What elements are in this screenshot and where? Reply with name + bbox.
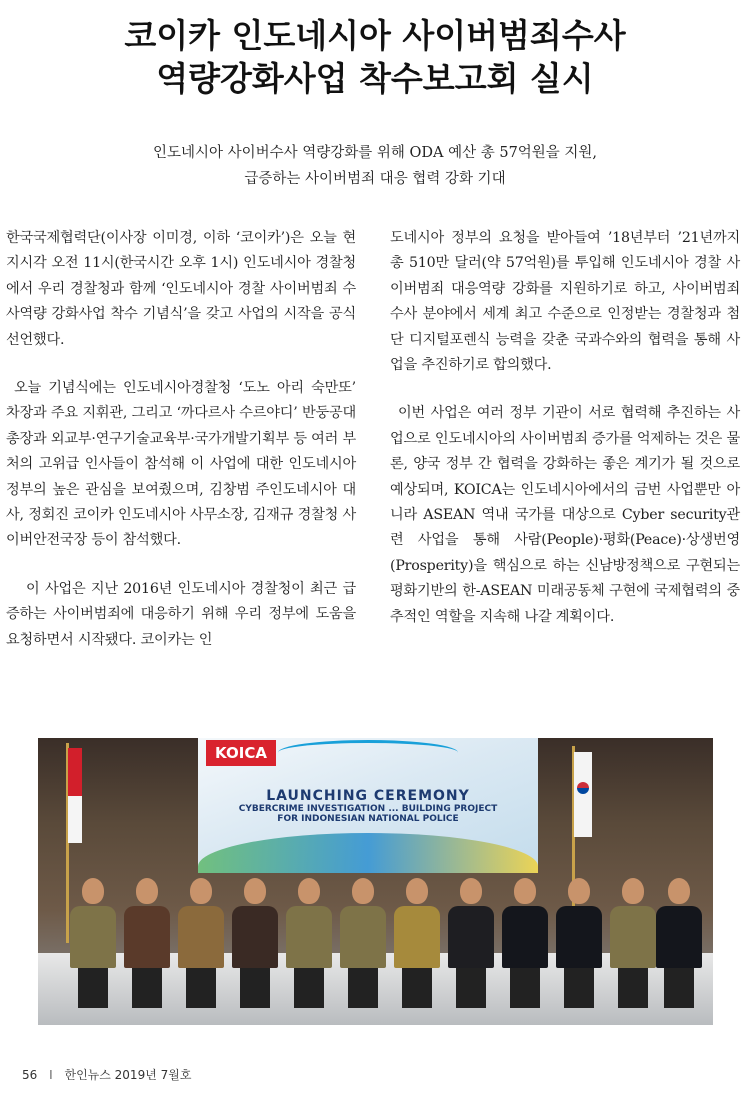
- article-title-line-1: 코이카 인도네시아 사이버범죄수사: [124, 16, 626, 55]
- person-figure: [340, 878, 386, 1008]
- person-figure: [556, 878, 602, 1008]
- body-paragraph: 한국국제협력단(이사장 이미경, 이하 ‘코이카’)은 오늘 현지시각 오전 11시(한국시간 오후 1시) 인도네시아 경찰청에서 우리 경찰청과 함께 ‘인도네시아 경찰 사이버범죄 수사역량 강화사업 착수 기념식’을 갖고 사업의 시작을 공식 선언했다.: [6, 230, 356, 348]
- body-paragraph: 이번 사업은 여러 정부 기관이 서로 협력해 추진하는 사업으로 인도네시아의 사이버범죄 증가를 억제하는 것은 물론, 양국 정부 간 협력을 강화하는 좋은 계기가 될 것으로 예상되며, KOICA는 인도네시아에서의 금번 사업뿐만 아니라 ASEAN 역내 국가를 대상으로 Cyber security관련 사업을 통해 사람(People)·평화(Peace)·상생번영(Prosperity)을 핵심으로 하는 신남방정책으로 구현되는 평화기반의 한-ASEAN 미래공동체 구현에 국제협력의 중추적인 역할을 지속해 나갈 계획이다.: [390, 405, 740, 625]
- body-column-right: [390, 226, 740, 653]
- article-title-line-2: 역량강화사업 착수보고회 실시: [156, 59, 594, 98]
- body-paragraph: 이 사업은 지난 2016년 인도네시아 경찰청이 최근 급증하는 사이버범죄에 대응하기 위해 우리 정부에 도움을 요청하면서 시작됐다. 코이카는 인: [6, 580, 356, 648]
- page-number: 56: [22, 1068, 38, 1082]
- banner-line-1: LAUNCHING CEREMONY: [266, 788, 470, 804]
- person-figure: [178, 878, 224, 1008]
- person-figure: [610, 878, 656, 1008]
- person-figure: [124, 878, 170, 1008]
- swoosh-graphic: [278, 740, 458, 765]
- article-subtitle-line-2: 급증하는 사이버범죄 대응 협력 강화 기대: [244, 171, 506, 187]
- person-figure: [656, 878, 702, 1008]
- person-figure: [448, 878, 494, 1008]
- publication-name: 한인뉴스 2019년 7월호: [64, 1068, 192, 1082]
- person-figure: [232, 878, 278, 1008]
- banner-line-2: CYBERCRIME INVESTIGATION ... BUILDING PROJECT: [238, 804, 498, 814]
- koica-logo: KOICA: [206, 740, 276, 766]
- indonesia-flag-icon: [68, 748, 82, 843]
- page-footer: [22, 1066, 191, 1083]
- body-paragraph: 오늘 기념식에는 인도네시아경찰청 ‘도노 아리 숙만또’ 차장과 주요 지휘관, 그리고 ‘까다르사 수르야디’ 반둥공대 총장과 외교부·연구기술교육부·국가개발기획부 등 여러 부처의 고위급 인사들이 참석해 이 사업에 대한 인도네시아 정부의 높은 관심을 보여줬으며, 김창범 주인도네시아 대사, 정회진 코이카 인도네시아 사무소장, 김재규 경찰청 사이버안전국장 등이 참석했다.: [6, 380, 356, 549]
- person-figure: [394, 878, 440, 1008]
- person-figure: [286, 878, 332, 1008]
- person-figure: [70, 878, 116, 1008]
- body-column-left: [6, 226, 356, 676]
- footer-separator: I: [49, 1068, 53, 1082]
- group-of-people: [52, 858, 702, 1008]
- article-title: [0, 14, 750, 100]
- article-subtitle: [0, 140, 750, 192]
- korea-flag-icon: [574, 752, 592, 837]
- person-figure: [502, 878, 548, 1008]
- body-paragraph: 도네시아 정부의 요청을 받아들여 ’18년부터 ’21년까지 총 510만 달러(약 57억원)를 투입해 인도네시아 경찰 사이버범죄 대응역량 강화를 지원하기로 하고, 사이버범죄 수사 분야에서 세계 최고 수준으로 인정받는 경찰청과 첨단 디지털포렌식 능력을 갖춘 국과수와의 협력을 통해 사업을 추진하기로 합의했다.: [390, 230, 740, 374]
- ceremony-photo: [38, 738, 713, 1025]
- banner-line-3: FOR INDONESIAN NATIONAL POLICE: [277, 814, 459, 824]
- ceremony-backdrop: [198, 738, 538, 873]
- article-subtitle-line-1: 인도네시아 사이버수사 역량강화를 위해 ODA 예산 총 57억원을 지원,: [152, 145, 598, 161]
- backdrop-banner-text: [198, 788, 538, 824]
